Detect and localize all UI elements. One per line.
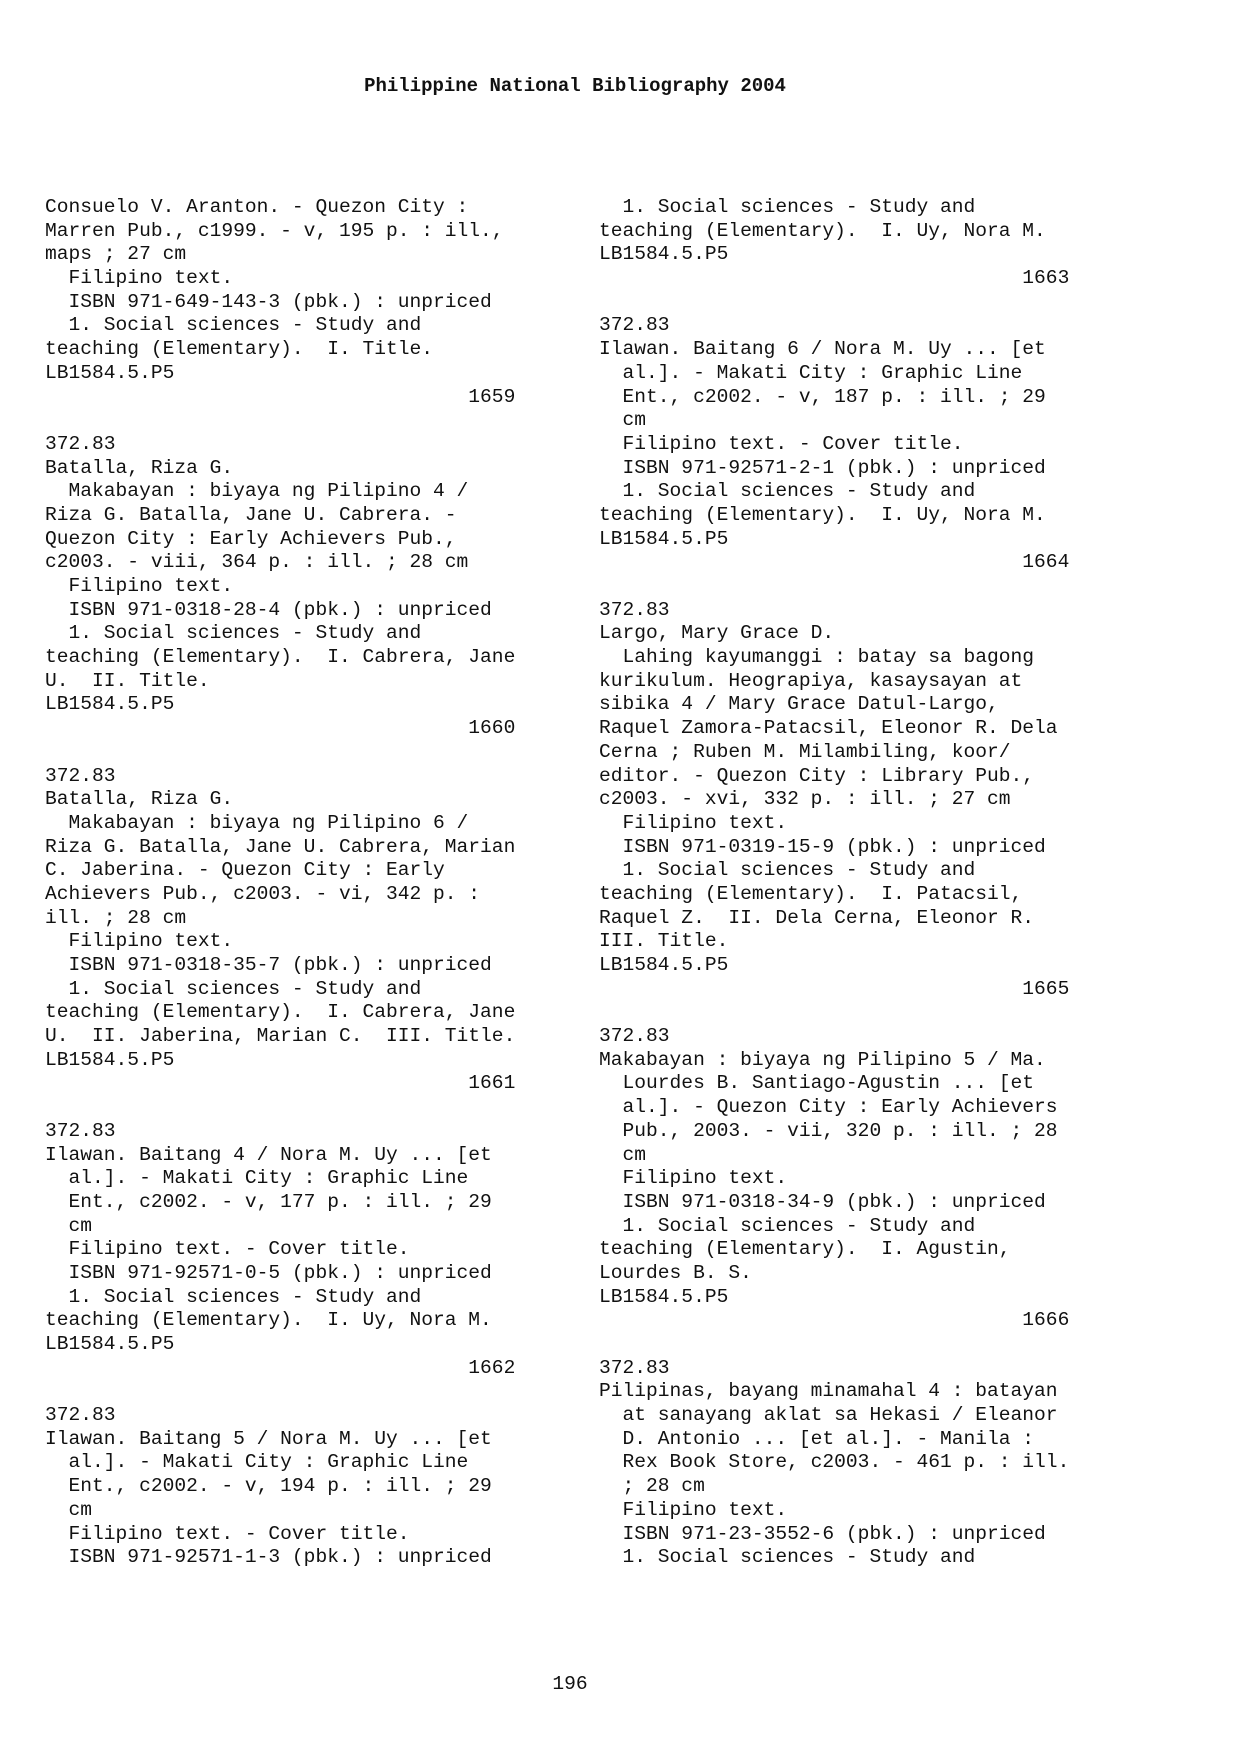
entry-line: Quezon City : Early Achievers Pub., bbox=[45, 527, 457, 550]
entry-line: 1664 bbox=[599, 551, 1070, 574]
entry-line: al.]. - Makati City : Graphic Line bbox=[599, 361, 1023, 384]
entry-line: Consuelo V. Aranton. - Quezon City : bbox=[45, 196, 469, 218]
entry-line: Makabayan : biyaya ng Pilipino 4 / bbox=[45, 480, 469, 503]
entry-line: 372.83 bbox=[45, 1404, 116, 1427]
entry-line: ISBN 971-0319-15-9 (pbk.) : unpriced bbox=[599, 835, 1046, 858]
entry-line bbox=[599, 575, 1119, 599]
entry-line: Largo, Mary Grace D. bbox=[599, 622, 835, 645]
entry-line: teaching (Elementary). I. Uy, Nora M. bbox=[599, 503, 1046, 526]
entry-line: cm bbox=[599, 1143, 647, 1166]
entry-line: Ent., c2002. - v, 177 p. : ill. ; 29 bbox=[45, 1190, 492, 1213]
entry-line: 1661 bbox=[45, 1072, 516, 1095]
entry-line: teaching (Elementary). I. Agustin, bbox=[599, 1238, 1011, 1261]
entry-line: al.]. - Makati City : Graphic Line bbox=[45, 1167, 469, 1190]
entry-line: sibika 4 / Mary Grace Datul-Largo, bbox=[599, 693, 999, 716]
entry-line: Ilawan. Baitang 6 / Nora M. Uy ... [et bbox=[599, 338, 1046, 361]
entry-line: Filipino text. bbox=[599, 811, 788, 834]
entry-line bbox=[599, 1001, 1119, 1025]
entry-line: 1. Social sciences - Study and bbox=[45, 314, 422, 337]
entry-line: cm bbox=[45, 1498, 93, 1521]
entry-line: teaching (Elementary). I. Uy, Nora M. bbox=[45, 1309, 492, 1332]
entry-line: Marren Pub., c1999. - v, 195 p. : ill., bbox=[45, 219, 504, 242]
entry-line: Makabayan : biyaya ng Pilipino 5 / Ma. bbox=[599, 1048, 1046, 1071]
entry-line bbox=[45, 409, 565, 433]
entry-line: 1660 bbox=[45, 717, 516, 740]
entry-line: Filipino text. bbox=[45, 930, 234, 953]
entry-line: Lahing kayumanggi : batay sa bagong bbox=[599, 646, 1035, 669]
entry-line: LB1584.5.P5 bbox=[599, 954, 729, 976]
entry-line: III. Title. bbox=[599, 930, 729, 953]
entry-line: maps ; 27 cm bbox=[45, 243, 187, 266]
entry-line: Batalla, Riza G. bbox=[45, 788, 234, 811]
entry-line bbox=[599, 1333, 1119, 1357]
entry-line: D. Antonio ... [et al.]. - Manila : bbox=[599, 1427, 1035, 1450]
entry-line: 1662 bbox=[45, 1356, 516, 1379]
entry-line: ISBN 971-0318-35-7 (pbk.) : unpriced bbox=[45, 954, 492, 976]
entry-line: 372.83 bbox=[45, 1119, 116, 1142]
entry-line: Lourdes B. Santiago-Agustin ... [et bbox=[599, 1072, 1035, 1095]
entry-line: 1. Social sciences - Study and bbox=[45, 622, 422, 645]
entry-line: Riza G. Batalla, Jane U. Cabrera, Marian bbox=[45, 835, 516, 858]
entry-line: 372.83 bbox=[599, 1356, 670, 1379]
entry-line: Achievers Pub., c2003. - vi, 342 p. : bbox=[45, 882, 481, 905]
bibliography-column-right bbox=[599, 196, 1119, 1570]
entry-line bbox=[45, 1380, 565, 1404]
entry-line: ; 28 cm bbox=[599, 1475, 705, 1498]
entry-line: Raquel Zamora-Patacsil, Eleonor R. Dela bbox=[599, 717, 1058, 740]
entry-line: 372.83 bbox=[45, 764, 116, 787]
entry-line: 1. Social sciences - Study and bbox=[45, 977, 422, 1000]
entry-line: U. II. Title. bbox=[45, 669, 210, 692]
entry-line: LB1584.5.P5 bbox=[45, 693, 175, 716]
entry-line: LB1584.5.P5 bbox=[45, 361, 175, 384]
entry-line: Rex Book Store, c2003. - 461 p. : ill. bbox=[599, 1451, 1070, 1474]
entry-line: ISBN 971-92571-0-5 (pbk.) : unpriced bbox=[45, 1261, 492, 1284]
entry-line: 372.83 bbox=[599, 1025, 670, 1048]
page-title: Philippine National Bibliography 2004 bbox=[364, 75, 786, 97]
entry-line: 1. Social sciences - Study and bbox=[599, 1546, 976, 1569]
entry-line: c2003. - viii, 364 p. : ill. ; 28 cm bbox=[45, 551, 469, 574]
entry-line: 1. Social sciences - Study and bbox=[599, 859, 976, 882]
entry-line: 1663 bbox=[599, 267, 1070, 290]
entry-line: Ilawan. Baitang 5 / Nora M. Uy ... [et bbox=[45, 1427, 492, 1450]
entry-line: 372.83 bbox=[599, 598, 670, 621]
bibliography-column-left bbox=[45, 196, 565, 1570]
entry-line bbox=[45, 741, 565, 765]
entry-line: Ent., c2002. - v, 194 p. : ill. ; 29 bbox=[45, 1475, 492, 1498]
entry-line: 372.83 bbox=[599, 314, 670, 337]
entry-line: Filipino text. bbox=[45, 267, 234, 290]
entry-line: ISBN 971-23-3552-6 (pbk.) : unpriced bbox=[599, 1522, 1046, 1545]
entry-line: Filipino text. bbox=[599, 1498, 788, 1521]
entry-line: kurikulum. Heograpiya, kasaysayan at bbox=[599, 669, 1023, 692]
entry-line: 1659 bbox=[45, 385, 516, 408]
entry-line: LB1584.5.P5 bbox=[45, 1333, 175, 1355]
entry-line: al.]. - Makati City : Graphic Line bbox=[45, 1451, 469, 1474]
entry-line: Batalla, Riza G. bbox=[45, 456, 234, 479]
entry-line: Raquel Z. II. Dela Cerna, Eleonor R. bbox=[599, 906, 1035, 929]
entry-line: Lourdes B. S. bbox=[599, 1261, 752, 1284]
entry-line: Ilawan. Baitang 4 / Nora M. Uy ... [et bbox=[45, 1143, 492, 1166]
entry-line: Cerna ; Ruben M. Milambiling, koor/ bbox=[599, 740, 1011, 763]
entry-line: at sanayang aklat sa Hekasi / Eleanor bbox=[599, 1404, 1058, 1427]
entry-line: ISBN 971-649-143-3 (pbk.) : unpriced bbox=[45, 290, 492, 313]
entry-line: Makabayan : biyaya ng Pilipino 6 / bbox=[45, 811, 469, 834]
entry-line: 1666 bbox=[599, 1309, 1070, 1332]
entry-line: c2003. - xvi, 332 p. : ill. ; 27 cm bbox=[599, 788, 1011, 811]
entry-line: editor. - Quezon City : Library Pub., bbox=[599, 764, 1035, 787]
entry-line: Pub., 2003. - vii, 320 p. : ill. ; 28 bbox=[599, 1119, 1058, 1142]
entry-line: Riza G. Batalla, Jane U. Cabrera. - bbox=[45, 503, 457, 526]
entry-line: Pilipinas, bayang minamahal 4 : batayan bbox=[599, 1380, 1058, 1403]
entry-line: 1665 bbox=[599, 977, 1070, 1000]
entry-line: teaching (Elementary). I. Cabrera, Jane bbox=[45, 646, 516, 669]
entry-line: ISBN 971-92571-1-3 (pbk.) : unpriced bbox=[45, 1546, 492, 1569]
entry-line: Ent., c2002. - v, 187 p. : ill. ; 29 bbox=[599, 385, 1046, 408]
entry-line bbox=[45, 1096, 565, 1120]
entry-line: LB1584.5.P5 bbox=[599, 243, 729, 266]
entry-line: ill. ; 28 cm bbox=[45, 906, 187, 929]
entry-line: cm bbox=[599, 409, 647, 432]
entry-line: ISBN 971-92571-2-1 (pbk.) : unpriced bbox=[599, 456, 1046, 479]
entry-line: LB1584.5.P5 bbox=[599, 527, 729, 550]
entry-line: teaching (Elementary). I. Patacsil, bbox=[599, 882, 1023, 905]
entry-line: Filipino text. bbox=[45, 575, 234, 597]
entry-line: Filipino text. - Cover title. bbox=[45, 1238, 410, 1261]
entry-line: teaching (Elementary). I. Cabrera, Jane bbox=[45, 1001, 516, 1024]
entry-line: Filipino text. - Cover title. bbox=[45, 1522, 410, 1545]
entry-line: Filipino text. - Cover title. bbox=[599, 432, 964, 455]
entry-line: ISBN 971-0318-28-4 (pbk.) : unpriced bbox=[45, 598, 492, 621]
entry-line: 1. Social sciences - Study and bbox=[599, 196, 976, 218]
page-number: 196 bbox=[552, 1673, 588, 1695]
entry-line: LB1584.5.P5 bbox=[599, 1285, 729, 1308]
entry-line: cm bbox=[45, 1214, 93, 1237]
entry-line: 1. Social sciences - Study and bbox=[599, 1214, 976, 1237]
entry-line: 1. Social sciences - Study and bbox=[45, 1285, 422, 1308]
entry-line: teaching (Elementary). I. Title. bbox=[45, 338, 434, 361]
entry-line: al.]. - Quezon City : Early Achievers bbox=[599, 1096, 1058, 1119]
entry-line: ISBN 971-0318-34-9 (pbk.) : unpriced bbox=[599, 1190, 1046, 1213]
entry-line: teaching (Elementary). I. Uy, Nora M. bbox=[599, 219, 1046, 242]
entry-line bbox=[599, 291, 1119, 315]
entry-line: 372.83 bbox=[45, 432, 116, 455]
entry-line: U. II. Jaberina, Marian C. III. Title. bbox=[45, 1025, 516, 1048]
entry-line: Filipino text. bbox=[599, 1167, 788, 1190]
entry-line: C. Jaberina. - Quezon City : Early bbox=[45, 859, 445, 882]
entry-line: LB1584.5.P5 bbox=[45, 1048, 175, 1071]
entry-line: 1. Social sciences - Study and bbox=[599, 480, 976, 503]
